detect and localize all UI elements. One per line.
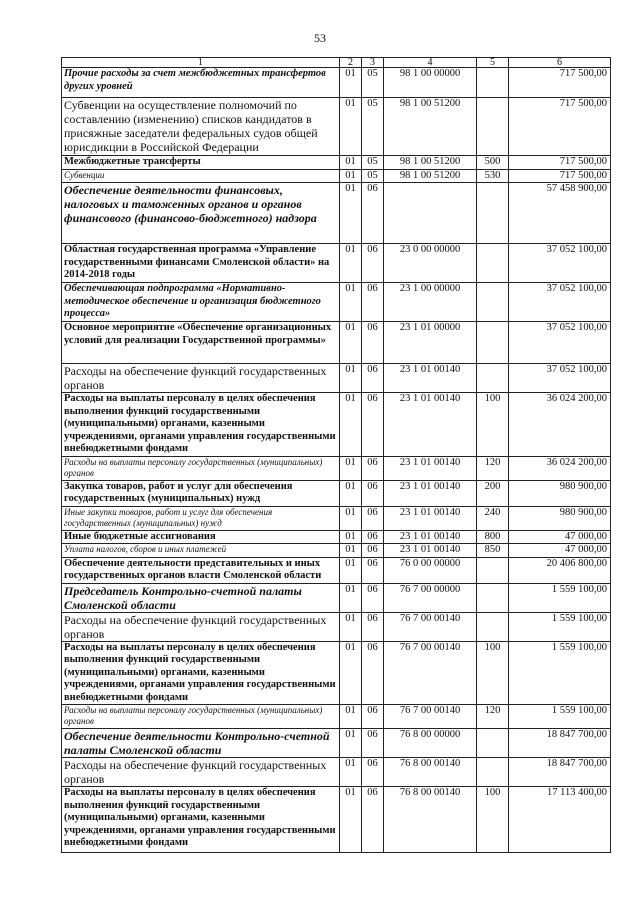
amount-cell: 717 500,00 [509,98,611,156]
expense-type-cell: 800 [477,530,509,544]
table-row [62,456,611,480]
table-row [62,156,611,170]
target-article-cell: 23 1 01 00140 [384,530,477,544]
target-article-cell: 76 7 00 00140 [384,612,477,641]
table-row [62,393,611,457]
subsection-code-cell: 06 [362,705,384,729]
page-number: 53 [314,31,326,45]
expense-type-cell: 200 [477,480,509,506]
target-article-cell: 76 8 00 00140 [384,758,477,787]
table-row [62,68,611,98]
row-name-cell: Областная государственная программа «Управление государственными финансами Смоленской области» на 2014-2018 годы [62,244,340,283]
expense-type-cell: 100 [477,393,509,457]
table-row [62,244,611,283]
row-name-cell: Основное мероприятие «Обеспечение организационных условий для реализации Государственной программы» [62,322,340,364]
amount-cell: 47 000,00 [509,530,611,544]
section-code-cell: 01 [340,283,362,322]
expense-type-cell: 100 [477,787,509,853]
expense-type-cell [477,729,509,758]
section-code-cell: 01 [340,530,362,544]
expense-type-cell [477,322,509,364]
target-article-cell: 76 8 00 00000 [384,729,477,758]
table-row [62,480,611,506]
target-article-cell: 76 7 00 00140 [384,641,477,705]
subsection-code-cell: 06 [362,758,384,787]
section-code-cell: 01 [340,244,362,283]
header-cell: 3 [362,58,384,68]
amount-cell: 57 458 900,00 [509,183,611,244]
target-article-cell: 23 1 01 00140 [384,544,477,558]
subsection-code-cell: 05 [362,169,384,183]
expense-type-cell [477,583,509,612]
header-cell: 4 [384,58,477,68]
amount-cell: 717 500,00 [509,169,611,183]
target-article-cell: 76 8 00 00140 [384,787,477,853]
target-article-cell [384,183,477,244]
amount-cell: 1 559 100,00 [509,705,611,729]
target-article-cell: 98 1 00 00000 [384,68,477,98]
subsection-code-cell: 05 [362,68,384,98]
row-name-cell: Обеспечивающая подпрограмма «Нормативно-методическое обеспечение и организация бюджетного процесса» [62,283,340,322]
amount-cell: 18 847 700,00 [509,758,611,787]
section-code-cell: 01 [340,169,362,183]
target-article-cell: 98 1 00 51200 [384,169,477,183]
subsection-code-cell: 05 [362,156,384,170]
table-row [62,787,611,853]
section-code-cell: 01 [340,612,362,641]
table-row [62,583,611,612]
row-name-cell: Расходы на обеспечение функций государственных органов [62,612,340,641]
row-name-cell: Иные бюджетные ассигнования [62,530,340,544]
subsection-code-cell: 06 [362,480,384,506]
amount-cell: 20 406 800,00 [509,557,611,583]
amount-cell: 37 052 100,00 [509,244,611,283]
amount-cell: 37 052 100,00 [509,364,611,393]
section-code-cell: 01 [340,544,362,558]
row-name-cell: Иные закупки товаров, работ и услуг для обеспечения государственных (муниципальных) нужд [62,506,340,530]
header-cell: 5 [477,58,509,68]
section-code-cell: 01 [340,787,362,853]
row-name-cell: Расходы на выплаты персоналу в целях обеспечения выполнения функций государственными (муниципальными) органами, казенными учреждениями, органами управления государственными внебюджетными фондами [62,787,340,853]
expense-type-cell [477,364,509,393]
section-code-cell: 01 [340,641,362,705]
target-article-cell: 76 0 00 00000 [384,557,477,583]
subsection-code-cell: 06 [362,364,384,393]
row-name-cell: Субвенции на осуществление полномочий по составлению (изменению) списков кандидатов в присяжные заседатели федеральных судов общей юрисдикции в Российской Федерации [62,98,340,156]
expense-type-cell: 530 [477,169,509,183]
expense-type-cell: 120 [477,456,509,480]
subsection-code-cell: 06 [362,544,384,558]
subsection-code-cell: 06 [362,456,384,480]
expense-type-cell: 500 [477,156,509,170]
header-cell: 1 [62,58,340,68]
subsection-code-cell: 05 [362,98,384,156]
table-body [62,68,611,853]
section-code-cell: 01 [340,506,362,530]
target-article-cell: 76 7 00 00140 [384,705,477,729]
section-code-cell: 01 [340,729,362,758]
target-article-cell: 23 1 01 00140 [384,506,477,530]
header-row [62,58,611,68]
row-name-cell: Обеспечение деятельности финансовых, налоговых и таможенных органов и органов финансового (финансово-бюджетного) надзора [62,183,340,244]
amount-cell: 17 113 400,00 [509,787,611,853]
row-name-cell: Расходы на обеспечение функций государственных органов [62,364,340,393]
target-article-cell: 23 1 01 00140 [384,480,477,506]
expense-type-cell: 850 [477,544,509,558]
target-article-cell: 23 0 00 00000 [384,244,477,283]
subsection-code-cell: 06 [362,530,384,544]
amount-cell: 1 559 100,00 [509,612,611,641]
section-code-cell: 01 [340,98,362,156]
target-article-cell: 98 1 00 51200 [384,156,477,170]
table-row [62,169,611,183]
expense-type-cell [477,183,509,244]
expense-type-cell [477,557,509,583]
table-row [62,544,611,558]
subsection-code-cell: 06 [362,787,384,853]
table-row [62,322,611,364]
row-name-cell: Расходы на выплаты персоналу в целях обеспечения выполнения функций государственными (муниципальными) органами, казенными учреждениями, органами управления государственными внебюджетными фондами [62,641,340,705]
amount-cell: 1 559 100,00 [509,583,611,612]
section-code-cell: 01 [340,183,362,244]
table-row [62,183,611,244]
section-code-cell: 01 [340,583,362,612]
subsection-code-cell: 06 [362,506,384,530]
target-article-cell: 98 1 00 51200 [384,98,477,156]
table-row [62,557,611,583]
subsection-code-cell: 06 [362,641,384,705]
amount-cell: 18 847 700,00 [509,729,611,758]
header-cell: 6 [509,58,611,68]
subsection-code-cell: 06 [362,557,384,583]
subsection-code-cell: 06 [362,322,384,364]
amount-cell: 36 024 200,00 [509,393,611,457]
row-name-cell: Председатель Контрольно-счетной палаты Смоленской области [62,583,340,612]
row-name-cell: Прочие расходы за счет межбюджетных трансфертов других уровней [62,68,340,98]
target-article-cell: 76 7 00 00000 [384,583,477,612]
expense-type-cell [477,283,509,322]
subsection-code-cell: 06 [362,583,384,612]
row-name-cell: Обеспечение деятельности Контрольно-счетной палаты Смоленской области [62,729,340,758]
subsection-code-cell: 06 [362,283,384,322]
section-code-cell: 01 [340,480,362,506]
target-article-cell: 23 1 01 00140 [384,364,477,393]
amount-cell: 1 559 100,00 [509,641,611,705]
subsection-code-cell: 06 [362,244,384,283]
row-name-cell: Расходы на выплаты персоналу в целях обеспечения выполнения функций государственными (муниципальными) органами, казенными учреждениями, органами управления государственными внебюджетными фондами [62,393,340,457]
subsection-code-cell: 06 [362,612,384,641]
table-row [62,705,611,729]
target-article-cell: 23 1 01 00140 [384,456,477,480]
table-row [62,506,611,530]
table-row [62,283,611,322]
row-name-cell: Расходы на обеспечение функций государственных органов [62,758,340,787]
section-code-cell: 01 [340,557,362,583]
expense-type-cell [477,68,509,98]
target-article-cell: 23 1 00 00000 [384,283,477,322]
row-name-cell: Обеспечение деятельности представительных и иных государственных органов власти Смоленской области [62,557,340,583]
target-article-cell: 23 1 01 00000 [384,322,477,364]
section-code-cell: 01 [340,68,362,98]
subsection-code-cell: 06 [362,729,384,758]
table-row [62,98,611,156]
table-row [62,729,611,758]
subsection-code-cell: 06 [362,183,384,244]
amount-cell: 980 900,00 [509,506,611,530]
section-code-cell: 01 [340,322,362,364]
row-name-cell: Уплата налогов, сборов и иных платежей [62,544,340,558]
expense-type-cell [477,758,509,787]
budget-table [61,57,611,853]
amount-cell: 47 000,00 [509,544,611,558]
row-name-cell: Расходы на выплаты персоналу государственных (муниципальных) органов [62,456,340,480]
amount-cell: 717 500,00 [509,68,611,98]
amount-cell: 717 500,00 [509,156,611,170]
header-cell: 2 [340,58,362,68]
amount-cell: 980 900,00 [509,480,611,506]
section-code-cell: 01 [340,705,362,729]
table-row [62,530,611,544]
subsection-code-cell: 06 [362,393,384,457]
row-name-cell: Расходы на выплаты персоналу государственных (муниципальных) органов [62,705,340,729]
table-row [62,612,611,641]
row-name-cell: Межбюджетные трансферты [62,156,340,170]
section-code-cell: 01 [340,156,362,170]
amount-cell: 37 052 100,00 [509,283,611,322]
target-article-cell: 23 1 01 00140 [384,393,477,457]
expense-type-cell: 100 [477,641,509,705]
table-row [62,364,611,393]
expense-type-cell: 120 [477,705,509,729]
row-name-cell: Закупка товаров, работ и услуг для обеспечения государственных (муниципальных) нужд [62,480,340,506]
expense-type-cell [477,244,509,283]
amount-cell: 36 024 200,00 [509,456,611,480]
table-row [62,641,611,705]
section-code-cell: 01 [340,393,362,457]
row-name-cell: Субвенции [62,169,340,183]
expense-type-cell [477,98,509,156]
section-code-cell: 01 [340,364,362,393]
section-code-cell: 01 [340,456,362,480]
amount-cell: 37 052 100,00 [509,322,611,364]
expense-type-cell: 240 [477,506,509,530]
table-row [62,758,611,787]
expense-type-cell [477,612,509,641]
section-code-cell: 01 [340,758,362,787]
